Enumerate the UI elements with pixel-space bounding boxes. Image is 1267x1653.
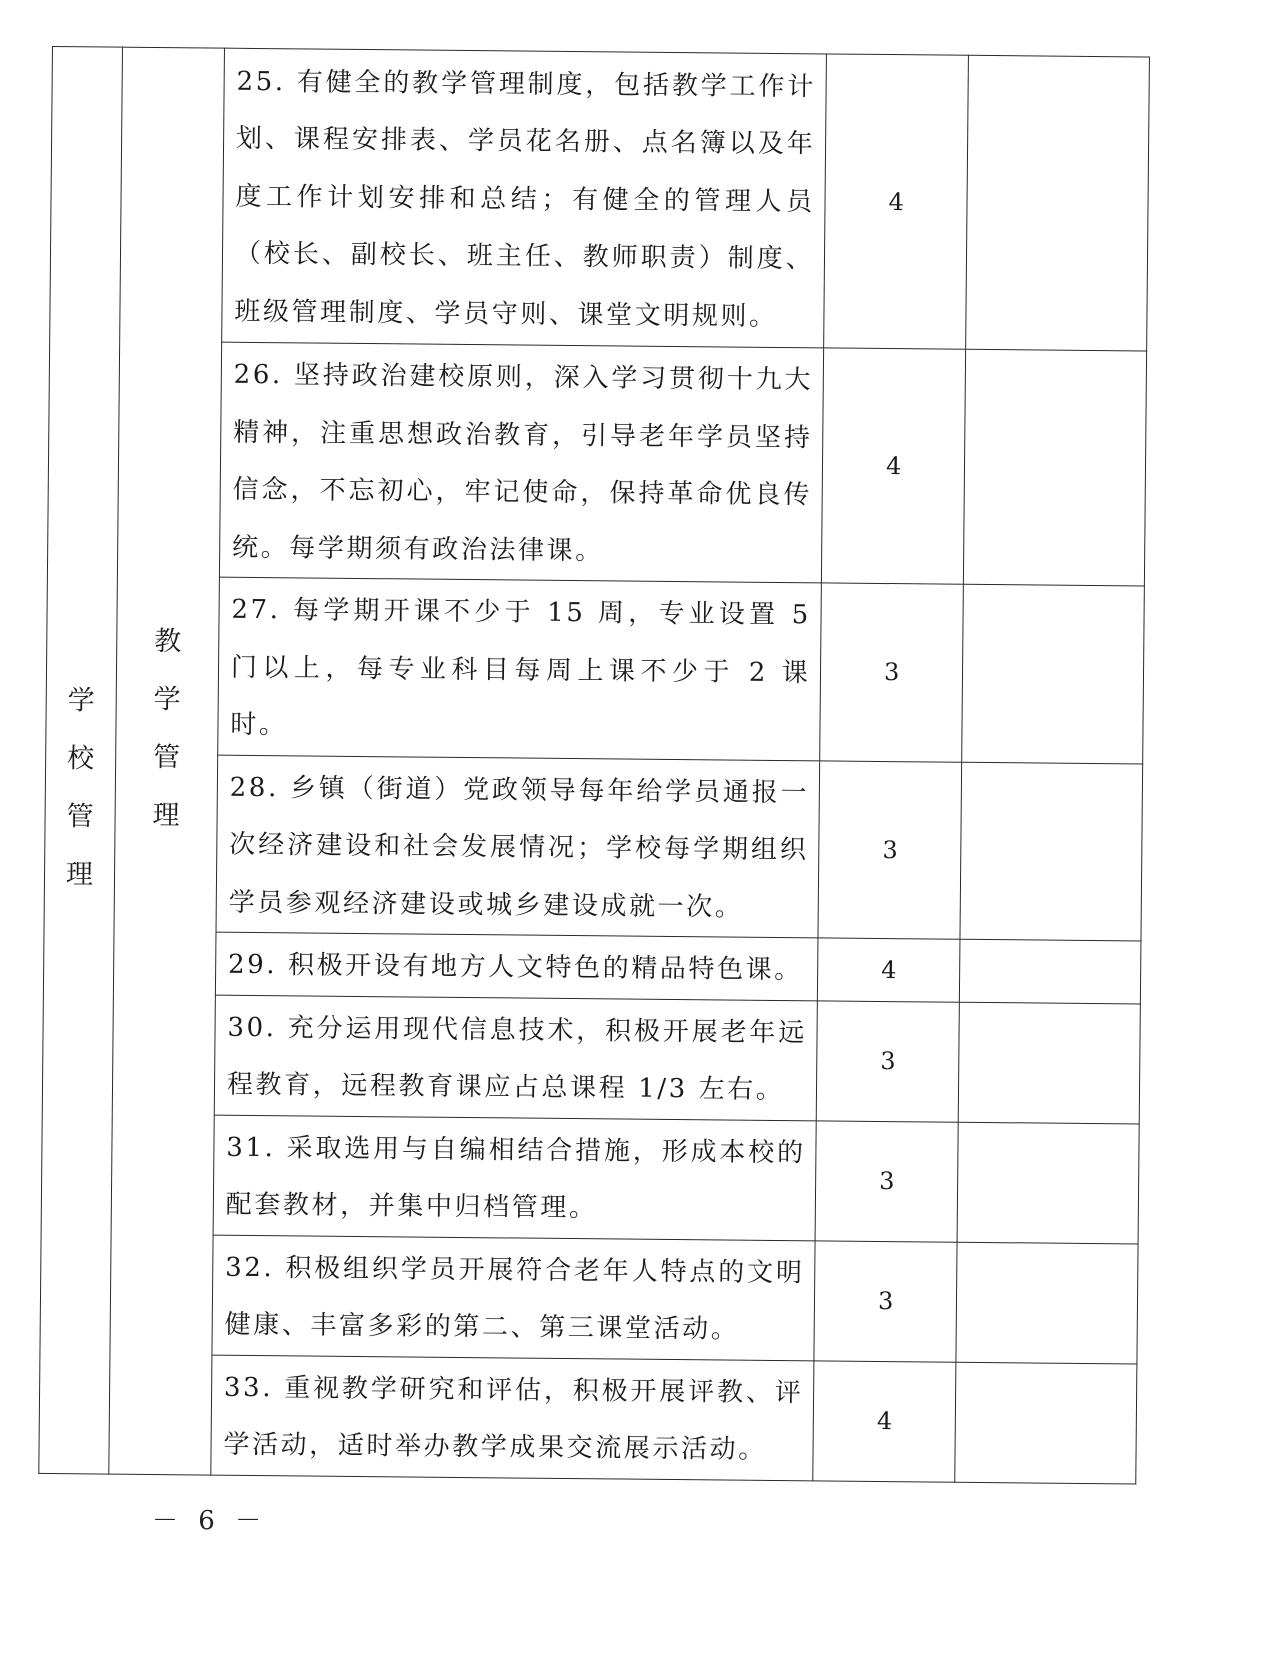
criterion-text: 26. 坚持政治建校原则，深入学习贯彻十九大精神，注重思想政治教育，引导老年学员坚持信念，不忘初心，牢记使命，保持革命优良传统。每学期须有政治法律课。 bbox=[219, 342, 824, 583]
blank-cell bbox=[966, 55, 1150, 351]
score-value: 4 bbox=[813, 1360, 956, 1481]
criterion-text: 30. 充分运用现代信息技术，积极开展老年远程教育，远程教育课应占总课程 1/3 左右。 bbox=[214, 995, 818, 1121]
table-row bbox=[50, 47, 1150, 352]
blank-cell bbox=[958, 1002, 1140, 1124]
page-number: － 6 － bbox=[152, 1506, 268, 1536]
evaluation-table bbox=[38, 46, 1150, 1484]
criterion-text: 31. 采取选用与自编相结合措施，形成本校的配套教材，并集中归档管理。 bbox=[213, 1115, 817, 1241]
criterion-text: 29. 积极开设有地方人文特色的精品特色课。 bbox=[215, 932, 818, 1000]
blank-cell bbox=[960, 939, 1141, 1003]
blank-cell bbox=[960, 762, 1143, 941]
subcategory-cell bbox=[109, 47, 225, 1474]
blank-cell bbox=[955, 1362, 1137, 1484]
score-value: 3 bbox=[817, 1000, 960, 1121]
score-value: 4 bbox=[824, 54, 969, 349]
score-value: 4 bbox=[822, 348, 966, 584]
score-value: 3 bbox=[818, 760, 962, 939]
blank-cell bbox=[962, 584, 1145, 763]
criterion-text: 25. 有健全的教学管理制度，包括教学工作计划、课程安排表、学员花名册、点名簿以及年度工作计划安排和总结；有健全的管理人员（校长、副校长、班主任、教师职责）制度、班级管理制度、学员守则、课堂文明规则。 bbox=[222, 48, 827, 348]
criterion-text: 27. 每学期开课不少于 15 周，专业设置 5 门以上，每专业科目每周上课不少于 2 课时。 bbox=[218, 577, 822, 760]
category-label: 学 校 管 理 bbox=[65, 684, 95, 891]
blank-cell bbox=[957, 1122, 1139, 1244]
score-value: 4 bbox=[818, 938, 960, 1002]
score-value: 3 bbox=[814, 1240, 957, 1361]
blank-cell bbox=[964, 349, 1147, 586]
criterion-text: 28. 乡镇（街道）党政领导每年给学员通报一次经济建设和社会发展情况；学校每学期组织学员参观经济建设或城乡建设成就一次。 bbox=[216, 755, 820, 938]
subcategory-label: 教 学 管 理 bbox=[152, 625, 182, 832]
criterion-text: 33. 重视教学研究和评估，积极开展评教、评学活动，适时举办教学成果交流展示活动。 bbox=[211, 1355, 815, 1481]
criterion-text: 32. 积极组织学员开展符合老年人特点的文明健康、丰富多彩的第二、第三课堂活动。 bbox=[212, 1235, 816, 1361]
score-value: 3 bbox=[815, 1120, 958, 1241]
blank-cell bbox=[956, 1242, 1138, 1364]
score-value: 3 bbox=[820, 583, 964, 762]
